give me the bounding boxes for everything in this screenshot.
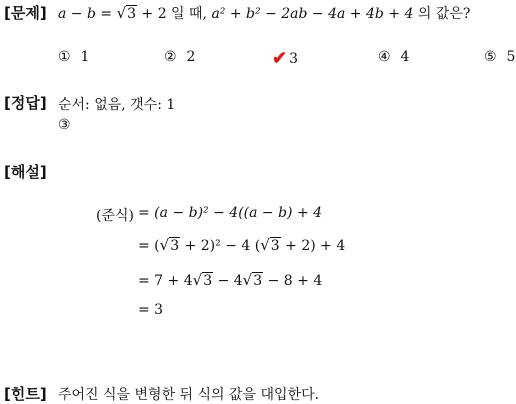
answer-line-2: ③: [58, 117, 71, 133]
option-3[interactable]: ✔ 3: [272, 48, 299, 69]
solution-line-4: = 3: [138, 302, 164, 318]
solution-line-2: = (√3 + 2)² − 4 (√3 + 2) + 4: [138, 236, 346, 254]
problem-statement: [58, 3, 470, 23]
answer-tag: [정답]: [4, 94, 47, 112]
solution-line-3: = 7 + 4√3 − 4√3 − 8 + 4: [138, 271, 323, 289]
option-1[interactable]: ① 1: [58, 49, 90, 65]
sqrt-3: √3: [159, 236, 180, 254]
option-5[interactable]: ⑤ 5: [484, 49, 516, 65]
sqrt-3: √3: [242, 271, 263, 289]
sqrt-3: √3: [192, 271, 213, 289]
answer-line-1: 순서: 없음, 갯수: 1: [58, 97, 176, 113]
option-2[interactable]: ② 2: [164, 49, 196, 65]
problem-expr-a: a − b =: [58, 6, 117, 22]
problem-expr-b: + 2 일 때,: [137, 6, 212, 22]
solution-tag: [해설]: [4, 163, 47, 181]
hint-tag: [힌트]: [4, 385, 47, 403]
sqrt-3: √3: [260, 236, 280, 254]
solution-line-1: = (a − b)² − 4((a − b) + 4: [138, 205, 323, 221]
hint-text: 주어진 식을 변형한 뒤 식의 값을 대입한다.: [58, 387, 320, 403]
problem-tag: [문제]: [4, 4, 47, 22]
option-4[interactable]: ④ 4: [378, 49, 410, 65]
problem-expr-d: 의 값은?: [413, 6, 471, 22]
check-icon: ✔: [272, 48, 288, 69]
problem-expr-c: a² + b² − 2ab − 4a + 4b + 4: [211, 6, 414, 22]
sqrt-3: √3: [116, 4, 137, 22]
solution-label: (준식): [96, 208, 134, 224]
